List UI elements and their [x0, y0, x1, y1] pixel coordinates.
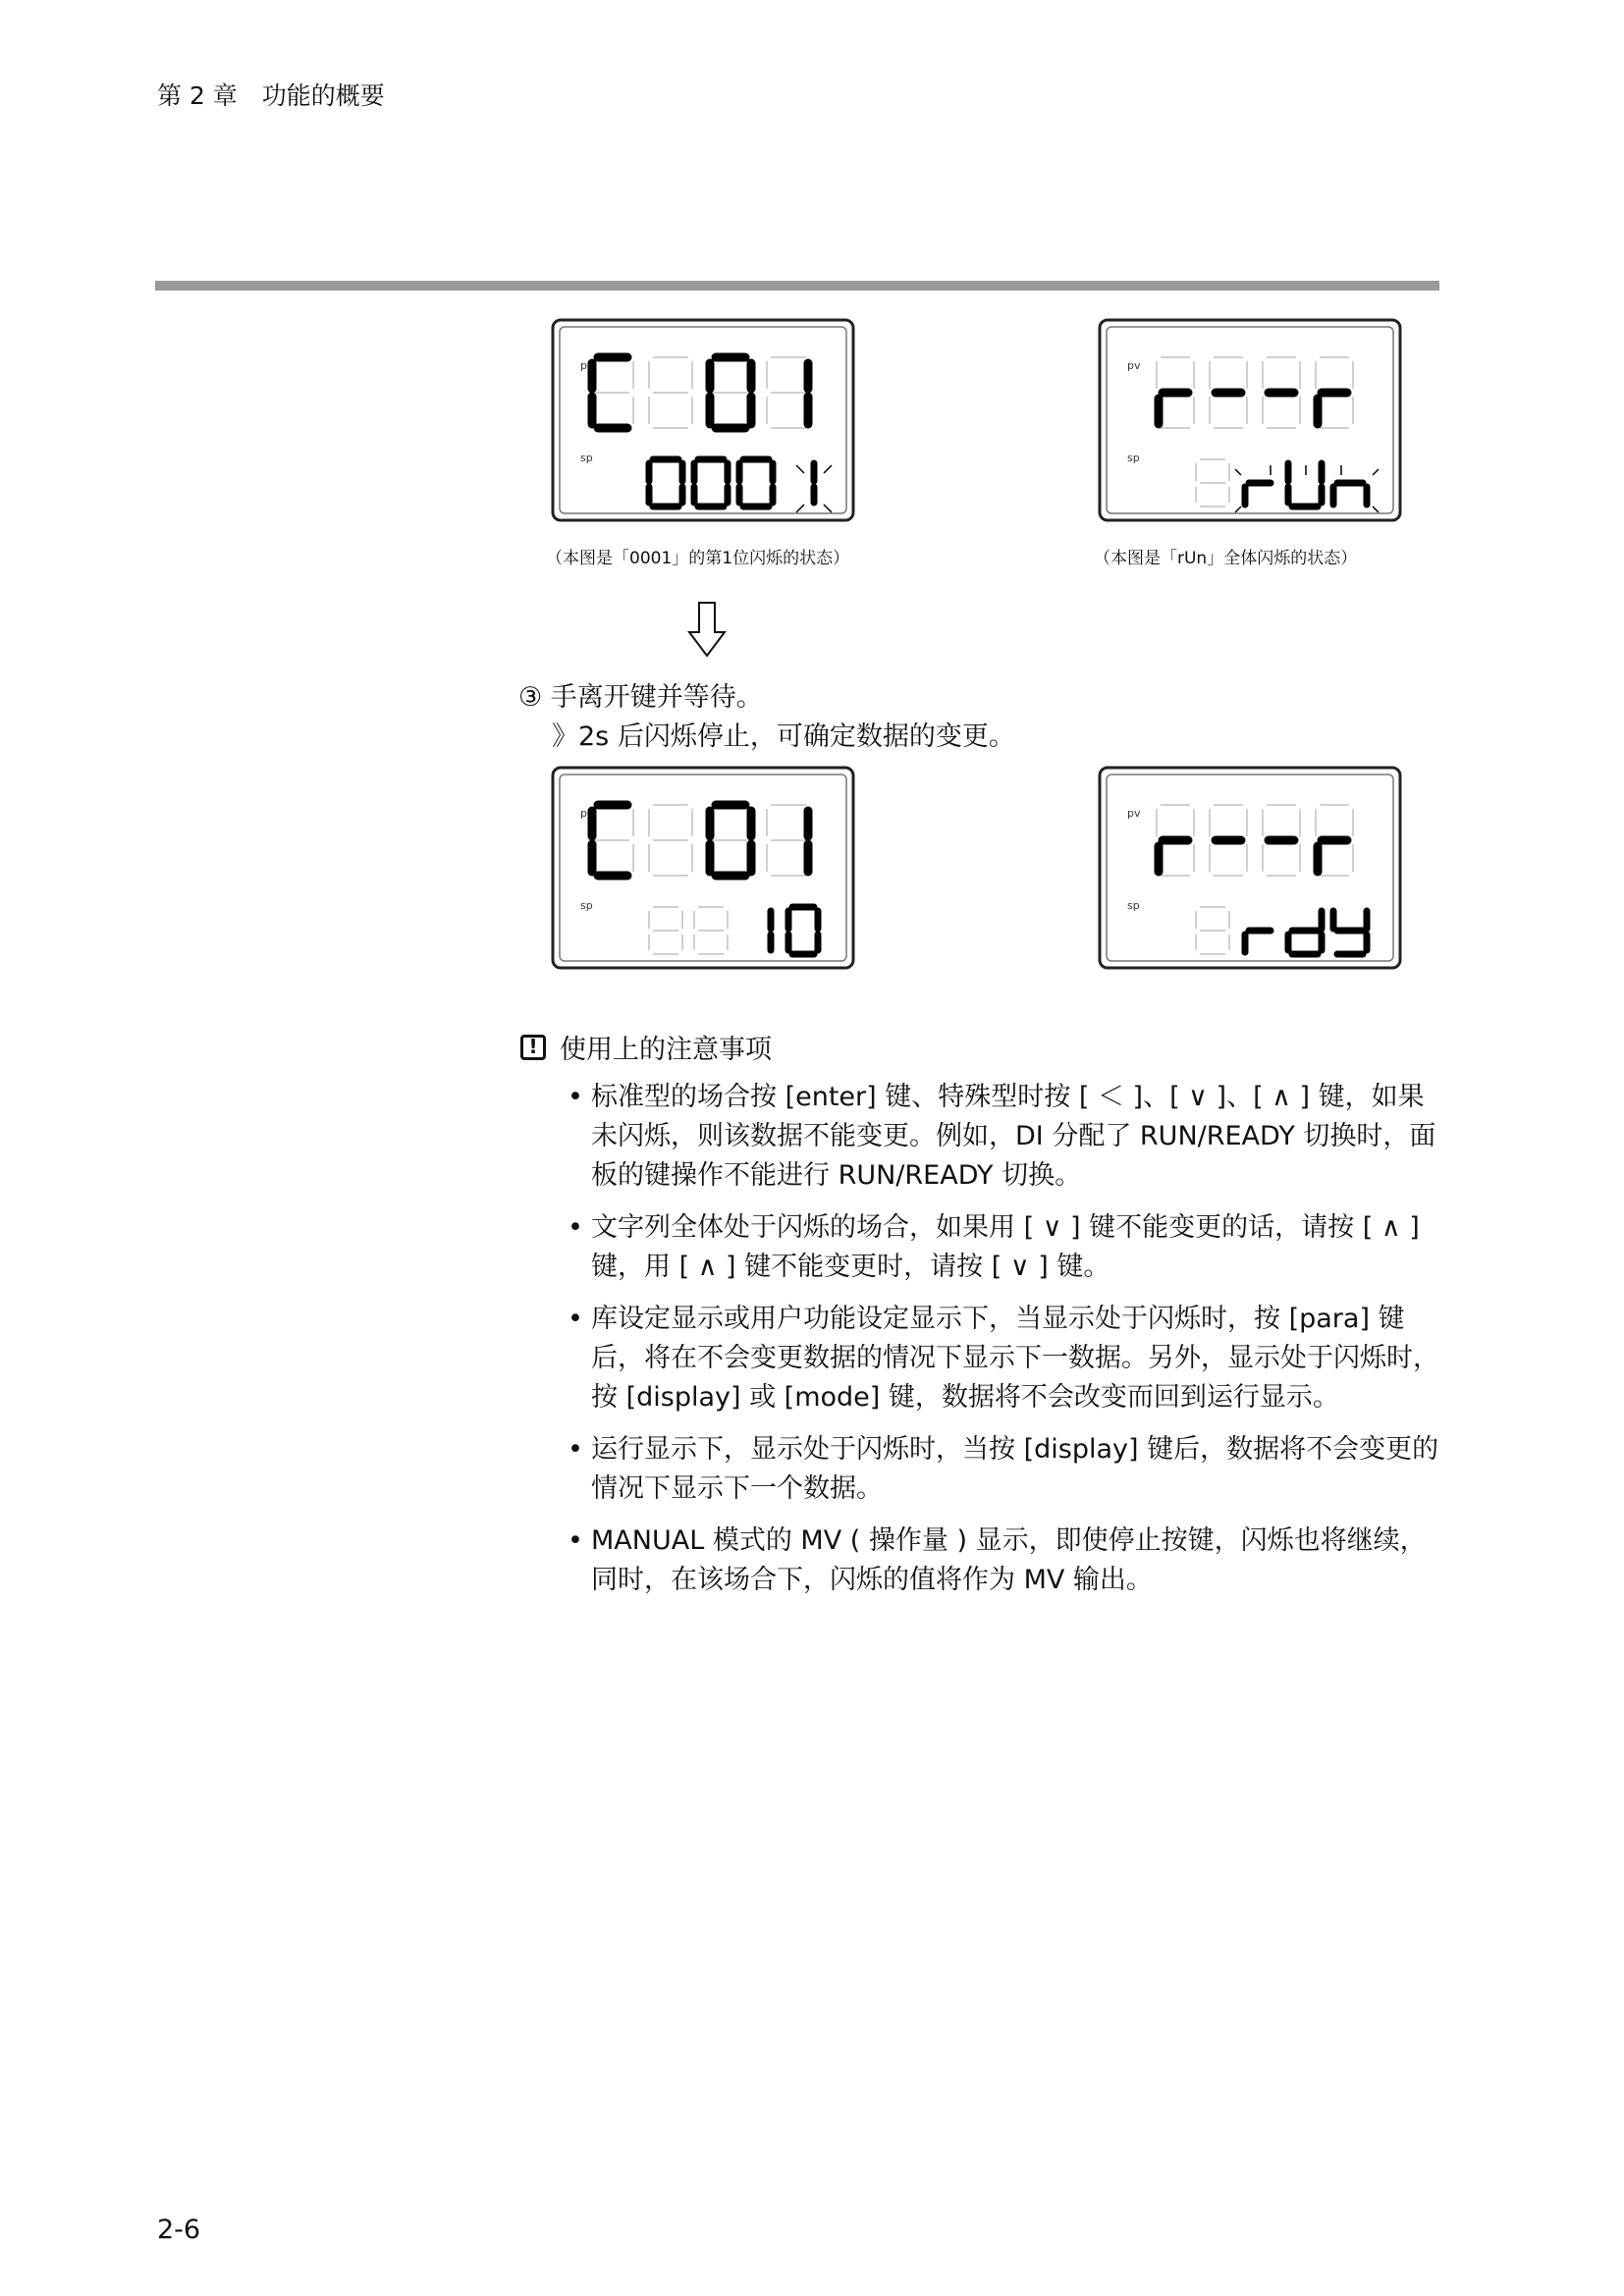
pv-label: pv [1127, 359, 1141, 372]
lcd-caption-run: （本图是「rUn」全体闪烁的状态） [1094, 549, 1358, 568]
pv-label: pv [580, 359, 594, 372]
chapter-header: 第 2 章 功能的概要 [157, 81, 385, 110]
sp-label: sp [1127, 452, 1140, 464]
lcd-display [551, 318, 855, 522]
lcd-display [1098, 318, 1402, 522]
sp-label: sp [1127, 899, 1140, 912]
lcd-display [551, 766, 855, 970]
step-3-result: 》2s 后闪烁停止，可确定数据的变更。 [552, 721, 1015, 752]
lcd-panel-run [1098, 318, 1402, 522]
exclamation-icon: ! [520, 1035, 546, 1060]
list-item: • MANUAL 模式的 MV ( 操作量 ) 显示，即使停止按键，闪烁也将继续，同时，在该场合下，闪烁的值将作为 MV 输出。 [568, 1522, 1439, 1600]
lcd-display [1098, 766, 1402, 970]
pv-label: pv [580, 807, 594, 820]
list-item: • 运行显示下，显示处于闪烁时，当按 [display] 键后，数据将不会变更的情况下显示下一个数据。 [568, 1430, 1439, 1509]
section-divider [155, 281, 1439, 291]
lcd-panel-rdy [1098, 766, 1402, 970]
page-number: 2-6 [157, 2215, 201, 2245]
step-3-text: ③ 手离开键并等待。 [518, 682, 763, 713]
notes-heading [520, 1028, 772, 1066]
lcd-caption-0001: （本图是「0001」的第1位闪烁的状态） [546, 549, 850, 568]
sp-label: sp [580, 899, 593, 912]
down-arrow-icon [687, 601, 727, 662]
list-item: • 标准型的场合按 [enter] 键、特殊型时按 [ ＜ ]、[ ∨ ]、[ ∧ ] 键，如果未闪烁，则该数据不能变更。例如，DI 分配了 RUN/READY 切换时，面板的键操作不能进行 RUN/READY 切换。 [568, 1078, 1439, 1196]
lcd-panel-c01-10 [551, 766, 855, 970]
sp-label: sp [580, 452, 593, 464]
notes-list [568, 1078, 1439, 1613]
list-item: • 库设定显示或用户功能设定显示下，当显示处于闪烁时，按 [para] 键后，将在不会变更数据的情况下显示下一数据。另外，显示处于闪烁时，按 [display] 或 [mode] 键，数据将不会改变而回到运行显示。 [568, 1300, 1439, 1417]
lcd-panel-c01-0001 [551, 318, 855, 522]
list-item: • 文字列全体处于闪烁的场合，如果用 [ ∨ ] 键不能变更的话，请按 [ ∧ ] 键，用 [ ∧ ] 键不能变更时，请按 [ ∨ ] 键。 [568, 1208, 1439, 1287]
notes-title: 使用上的注意事项 [560, 1035, 772, 1065]
pv-label: pv [1127, 807, 1141, 820]
